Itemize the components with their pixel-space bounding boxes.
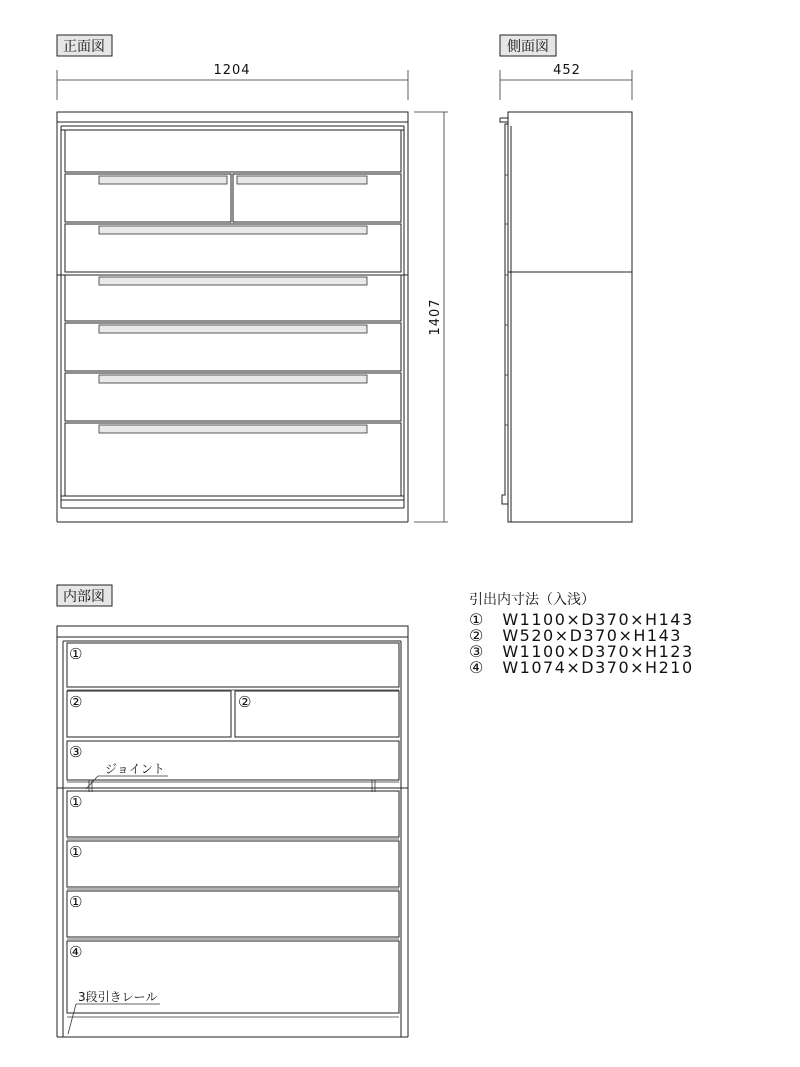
drawer-mark: ② bbox=[69, 693, 83, 711]
rail-leader-line bbox=[68, 1004, 160, 1034]
spec-row: ① W1100×D370×H143 bbox=[469, 610, 694, 629]
side-view-label: 側面図 bbox=[507, 39, 549, 55]
rail-callout: 3段引きレール bbox=[78, 990, 158, 1004]
drawer-handle bbox=[99, 375, 367, 383]
drawer-mark: ① bbox=[69, 793, 83, 811]
front-drawer-1 bbox=[65, 130, 401, 172]
interior-view bbox=[57, 585, 408, 1037]
drawer-handle bbox=[99, 325, 367, 333]
interior-drawer-1 bbox=[67, 643, 399, 687]
drawer-handle bbox=[99, 176, 227, 184]
front-drawer-7 bbox=[65, 423, 401, 496]
drawer-handle bbox=[237, 176, 367, 184]
joint-leader-line bbox=[86, 776, 168, 789]
spec-row: ④ W1074×D370×H210 bbox=[469, 658, 694, 677]
drawer-mark: ② bbox=[238, 693, 252, 711]
interior-view-label: 内部図 bbox=[63, 589, 105, 605]
drawer-handle bbox=[99, 425, 367, 433]
drawer-handle bbox=[99, 277, 367, 285]
drawer-handle bbox=[99, 226, 367, 234]
interior-cabinet-body bbox=[57, 626, 408, 1037]
spec-title: 引出内寸法（入浅） bbox=[469, 592, 595, 608]
side-depth-dimension: 452 bbox=[553, 63, 581, 78]
drawer-mark: ③ bbox=[69, 743, 83, 761]
side-cabinet-body bbox=[500, 112, 632, 522]
drawer-mark: ① bbox=[69, 893, 83, 911]
drawer-interior-dimensions bbox=[469, 589, 789, 676]
front-view bbox=[57, 35, 448, 522]
drawer-mark: ① bbox=[69, 645, 83, 663]
spec-row: ③ W1100×D370×H123 bbox=[469, 642, 694, 661]
front-width-dimension: 1204 bbox=[213, 63, 251, 78]
front-height-dimension: 1407 bbox=[428, 298, 443, 336]
interior-drawer-2-left bbox=[67, 691, 231, 737]
spec-row: ② W520×D370×H143 bbox=[469, 626, 682, 645]
interior-drawer-5 bbox=[67, 841, 399, 887]
side-view bbox=[500, 35, 632, 522]
drawer-mark: ④ bbox=[69, 943, 83, 961]
interior-drawer-2-right bbox=[235, 691, 399, 737]
drawer-mark: ① bbox=[69, 843, 83, 861]
interior-drawer-6 bbox=[67, 891, 399, 937]
interior-drawer-4 bbox=[67, 791, 399, 837]
joint-callout: ジョイント bbox=[105, 762, 165, 776]
front-view-label: 正面図 bbox=[63, 39, 105, 55]
